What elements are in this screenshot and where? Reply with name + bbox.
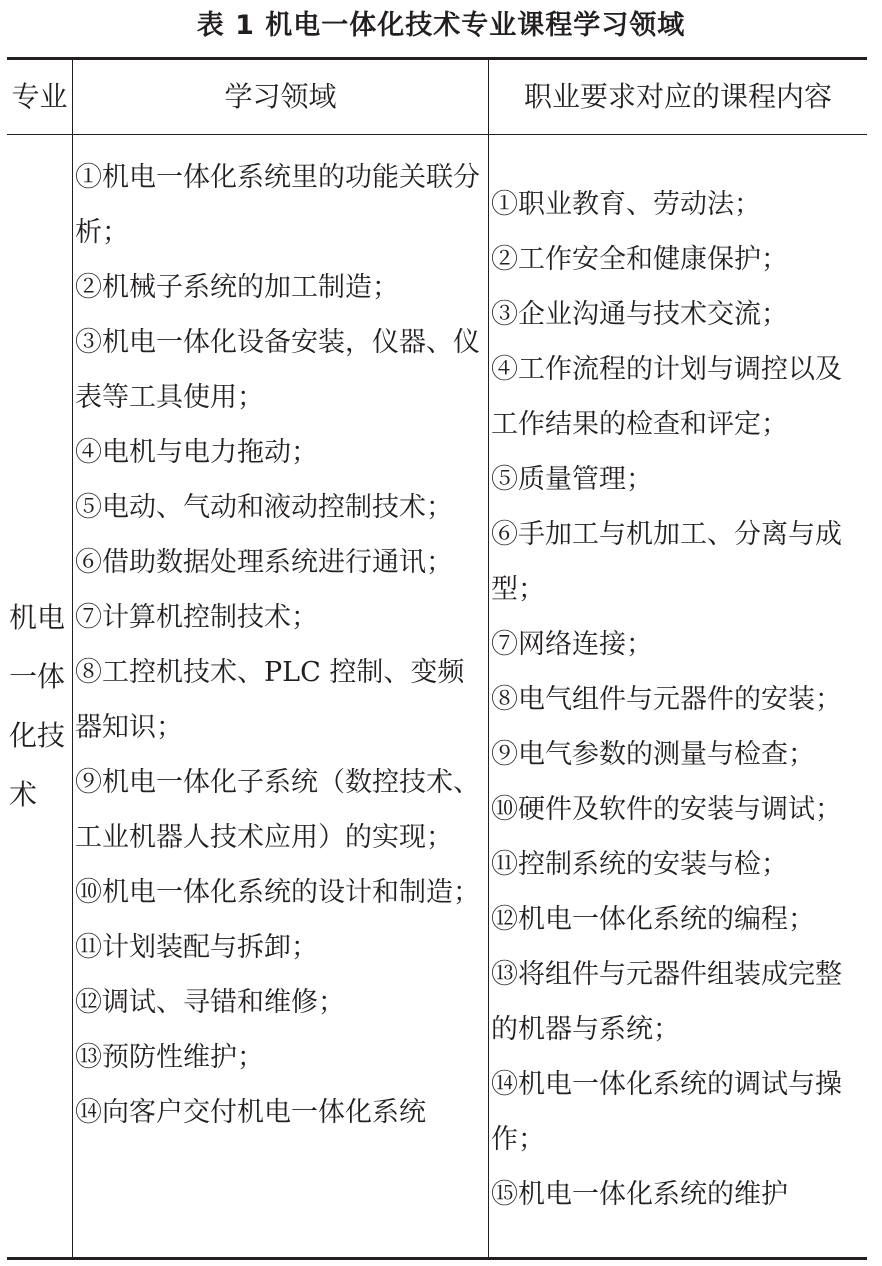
course-content-item: ⑤质量管理；: [491, 464, 653, 495]
column-divider: [488, 60, 489, 1257]
header-learning-areas: 学习领域: [224, 80, 337, 113]
major-cell: 机电一体化技术: [9, 601, 66, 811]
course-content-item: ⑫机电一体化系统的编程；: [491, 904, 815, 935]
course-content-item: ⑧电气组件与元器件的安装；: [491, 684, 842, 715]
course-content-item: ⑭机电一体化系统的调试与操作；: [491, 1069, 842, 1155]
course-content-item: ⑨电气参数的测量与检查；: [491, 739, 815, 770]
course-content-item: ⑪控制系统的安装与检；: [491, 849, 788, 880]
learning-areas-list: [75, 150, 487, 1140]
course-content-item: ⑦网络连接；: [491, 629, 653, 660]
table-bottom-rule: [7, 1257, 867, 1260]
learning-area-item: ⑧工控机技术、PLC 控制、变频器知识；: [75, 657, 465, 743]
course-content-item: ①职业教育、劳动法；: [491, 189, 761, 220]
learning-area-item: ⑪计划装配与拆卸；: [75, 932, 318, 963]
learning-area-item: ⑩机电一体化系统的设计和制造；: [75, 877, 480, 908]
course-content-item: ③企业沟通与技术交流；: [491, 299, 788, 330]
learning-area-item: ⑫调试、寻错和维修；: [75, 987, 345, 1018]
learning-area-item: ①机电一体化系统里的功能关联分析；: [75, 162, 480, 248]
learning-area-item: ⑦计算机控制技术；: [75, 602, 318, 633]
course-content-item: ⑮机电一体化系统的维护: [491, 1179, 788, 1210]
learning-area-item: ⑨机电一体化子系统（数控技术、工业机器人技术应用）的实现；: [75, 767, 480, 853]
course-content-item: ②工作安全和健康保护；: [491, 244, 788, 275]
header-major: 专业: [11, 80, 68, 113]
course-content-item: ⑩硬件及软件的安装与调试；: [491, 794, 842, 825]
column-divider: [72, 60, 73, 1257]
learning-area-item: ③机电一体化设备安装，仪器、仪表等工具使用；: [75, 327, 480, 413]
course-content-item: ⑥手加工与机加工、分离与成型；: [491, 519, 842, 605]
course-content-item: ⑬将组件与元器件组装成完整的机器与系统；: [491, 959, 842, 1045]
learning-area-item: ④电机与电力拖动；: [75, 437, 318, 468]
table-header-rule: [7, 134, 867, 135]
learning-area-item: ⑤电动、气动和液动控制技术；: [75, 492, 453, 523]
table-caption: 表 1 机电一体化技术专业课程学习领域: [196, 10, 686, 41]
learning-area-item: ⑬预防性维护；: [75, 1042, 264, 1073]
learning-area-item: ⑥借助数据处理系统进行通讯；: [75, 547, 453, 578]
header-course-contents: 职业要求对应的课程内容: [523, 80, 832, 113]
course-contents-list: [491, 177, 865, 1222]
course-content-item: ④工作流程的计划与调控以及工作结果的检查和评定；: [491, 354, 842, 440]
learning-area-item: ②机械子系统的加工制造；: [75, 272, 399, 303]
learning-area-item: ⑭向客户交付机电一体化系统: [75, 1097, 426, 1128]
